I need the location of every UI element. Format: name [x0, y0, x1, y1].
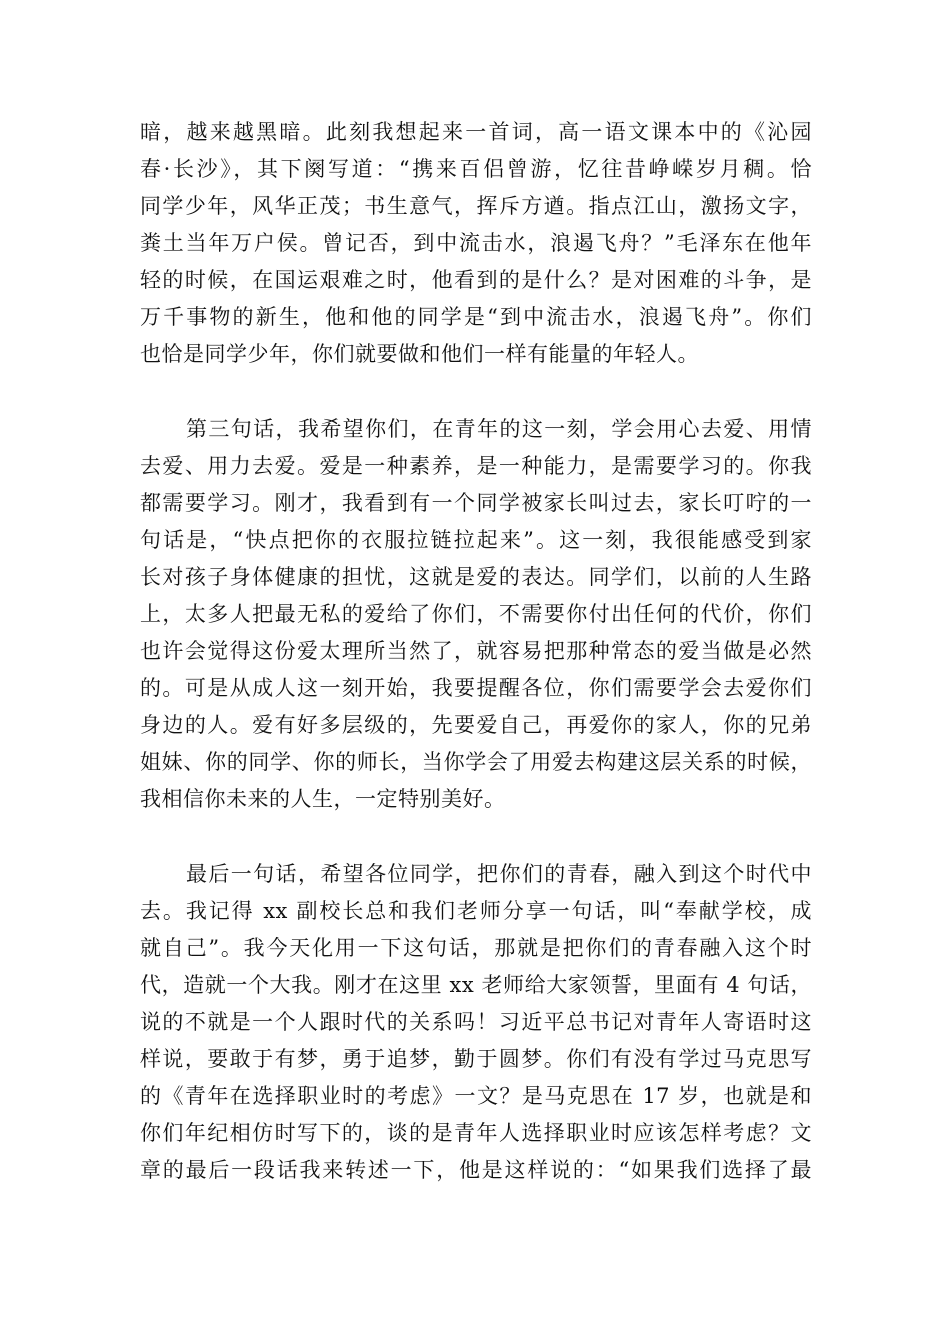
text-line: 同学少年，风华正茂；书生意气，挥斥方遒。指点江山，激扬文字，	[140, 194, 812, 218]
document-page	[140, 114, 812, 1227]
text-line: 都需要学习。刚才，我看到有一个同学被家长叫过去，家长叮咛的一	[140, 491, 812, 515]
paragraph-2	[140, 411, 812, 818]
text-line: 我相信你未来的人生，一定特别美好。	[140, 787, 506, 811]
text-line: 长对孩子身体健康的担忧，这就是爱的表达。同学们，以前的人生路	[140, 565, 812, 589]
text-line: 的。可是从成人这一刻开始，我要提醒各位，你们需要学会去爱你们	[140, 676, 812, 700]
paragraph-3	[140, 856, 812, 1189]
text-line: 也许会觉得这份爱太理所当然了，就容易把那种常态的爱当做是必然	[140, 639, 812, 663]
text-line: 第三句话，我希望你们，在青年的这一刻，学会用心去爱、用情	[186, 417, 812, 441]
text-line: 暗，越来越黑暗。此刻我想起来一首词，高一语文课本中的《沁园	[140, 120, 812, 144]
paragraph-1	[140, 114, 812, 373]
text-line: 也恰是同学少年，你们就要做和他们一样有能量的年轻人。	[140, 342, 699, 366]
text-line: 样说，要敢于有梦，勇于追梦，勤于圆梦。你们有没有学过马克思写	[140, 1047, 812, 1071]
text-line: 姐妹、你的同学、你的师长，当你学会了用爱去构建这层关系的时候，	[140, 750, 812, 774]
text-line: 说的不就是一个人跟时代的关系吗！习近平总书记对青年人寄语时这	[140, 1010, 812, 1034]
text-line: 去。我记得 xx 副校长总和我们老师分享一句话，叫“奉献学校，成	[140, 899, 812, 923]
text-line: 就自己”。我今天化用一下这句话，那就是把你们的青春融入这个时	[140, 936, 812, 960]
text-line: 粪土当年万户侯。曾记否，到中流击水，浪遏飞舟？”毛泽东在他年	[140, 231, 812, 255]
text-line: 章的最后一段话我来转述一下，他是这样说的：“如果我们选择了最	[140, 1158, 812, 1182]
text-line: 的《青年在选择职业时的考虑》一文？是马克思在 17 岁，也就是和	[140, 1084, 812, 1108]
text-line: 代，造就一个大我。刚才在这里 xx 老师给大家领誓，里面有 4 句话，	[140, 973, 812, 997]
text-line: 句话是，“快点把你的衣服拉链拉起来”。这一刻，我很能感受到家	[140, 528, 812, 552]
text-line: 上，太多人把最无私的爱给了你们，不需要你付出任何的代价，你们	[140, 602, 812, 626]
text-line: 你们年纪相仿时写下的，谈的是青年人选择职业时应该怎样考虑？文	[140, 1121, 812, 1145]
text-line: 最后一句话，希望各位同学，把你们的青春，融入到这个时代中	[186, 862, 812, 886]
text-line: 万千事物的新生，他和他的同学是“到中流击水，浪遏飞舟”。你们	[140, 305, 812, 329]
text-line: 去爱、用力去爱。爱是一种素养，是一种能力，是需要学习的。你我	[140, 454, 812, 478]
text-line: 身边的人。爱有好多层级的，先要爱自己，再爱你的家人，你的兄弟	[140, 713, 812, 737]
text-line: 春·长沙》，其下阕写道：“携来百侣曾游，忆往昔峥嵘岁月稠。恰	[140, 157, 812, 181]
text-line: 轻的时候，在国运艰难之时，他看到的是什么？是对困难的斗争，是	[140, 268, 812, 292]
